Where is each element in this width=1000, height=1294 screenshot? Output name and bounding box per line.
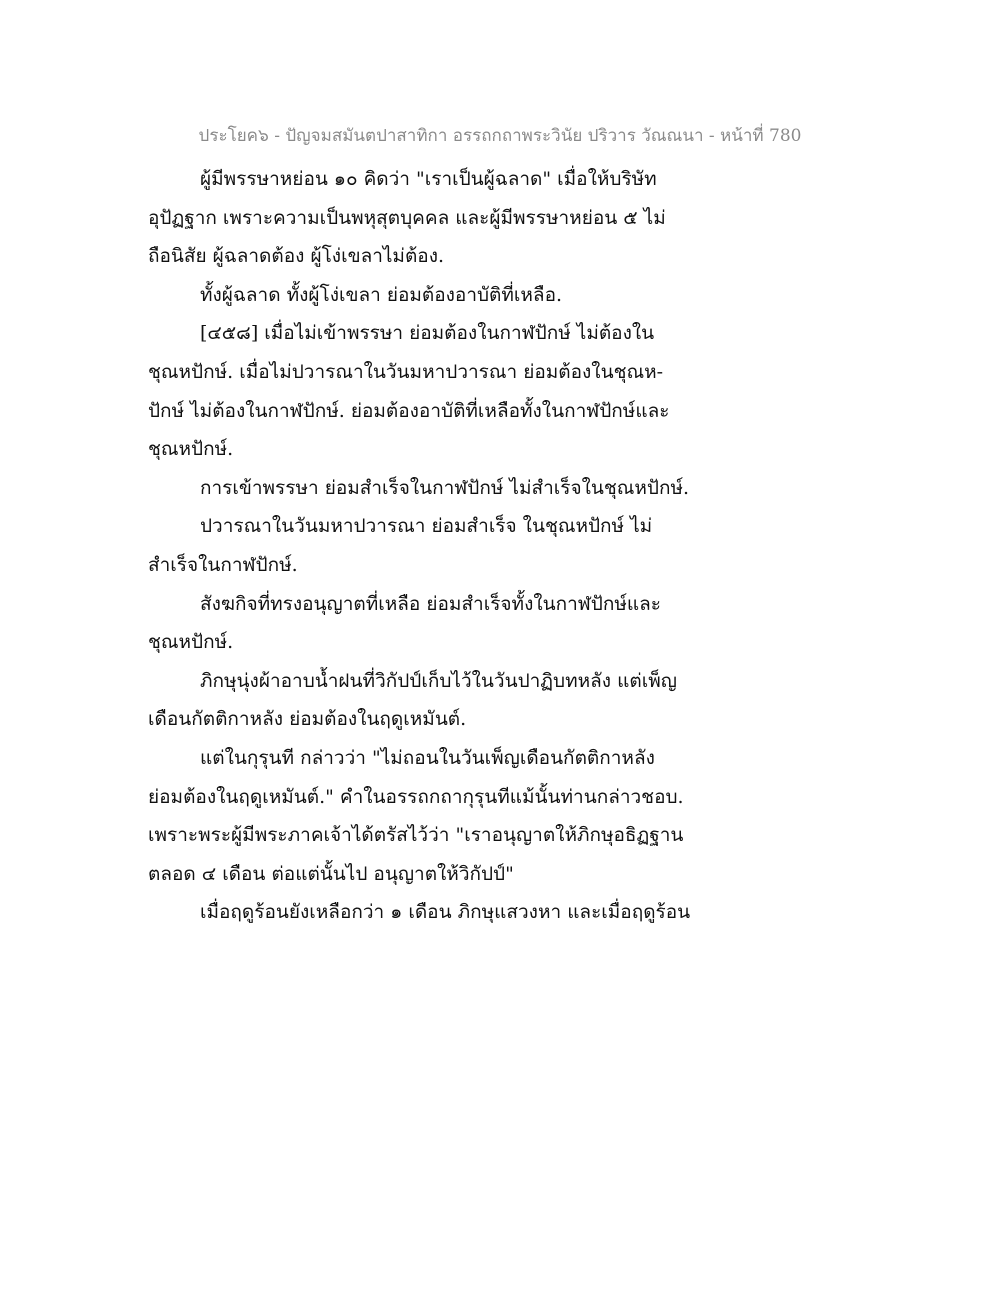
text-line: สังฆกิจที่ทรงอนุญาตที่เหลือ ย่อมสำเร็จทั้งในกาฬปักษ์และ [200, 592, 661, 615]
text-line: อุปัฏฐาก เพราะความเป็นพหุสุตบุคคล และผู้มีพรรษาหย่อน ๕ ไม่ [148, 206, 666, 229]
text-line: ปักษ์ ไม่ต้องในกาฬปักษ์. ย่อมต้องอาบัติที่เหลือทั้งในกาฬปักษ์และ [148, 399, 670, 422]
text-line: ตลอด ๔ เดือน ต่อแต่นั้นไป อนุญาตให้วิกัปป์" [148, 862, 514, 885]
text-line: ผู้มีพรรษาหย่อน ๑๐ คิดว่า "เราเป็นผู้ฉลาด" เมื่อให้บริษัท [200, 168, 657, 190]
text-line: ทั้งผู้ฉลาด ทั้งผู้โง่เขลา ย่อมต้องอาบัติที่เหลือ. [200, 283, 563, 306]
text-line: ปวารณาในวันมหาปวารณา ย่อมสำเร็จ ในชุณหปักษ์ ไม่ [200, 515, 653, 538]
text-line: เดือนกัตติกาหลัง ย่อมต้องในฤดูเหมันต์. [148, 708, 467, 731]
text-line: แต่ในกุรุนที กล่าวว่า "ไม่ถอนในวันเพ็ญเดือนกัตติกาหลัง [200, 746, 655, 769]
text-line: เพราะพระผู้มีพระภาคเจ้าได้ตรัสไว้ว่า "เราอนุญาตให้ภิกษุอธิฏฐาน [148, 824, 684, 847]
text-line: สำเร็จในกาฬปักษ์. [148, 553, 298, 576]
text-line: ชุณหปักษ์. [148, 438, 234, 461]
text-line: ภิกษุนุ่งผ้าอาบน้ำฝนที่วิกัปป์เก็บไว้ในวันปาฏิบทหลัง แต่เพ็ญ [200, 669, 677, 692]
text-line: ย่อมต้องในฤดูเหมันต์." คำในอรรถกถากุรุนทีแม้นั้นท่านกล่าวชอบ. [148, 785, 684, 808]
text-line: ชุณหปักษ์. เมื่อไม่ปวารณาในวันมหาปวารณา ย่อมต้องในชุณห- [148, 360, 664, 383]
text-line: ถือนิสัย ผู้ฉลาดต้อง ผู้โง่เขลาไม่ต้อง. [148, 245, 445, 268]
text-line: [๔๕๘] เมื่อไม่เข้าพรรษา ย่อมต้องในกาฬปักษ์ ไม่ต้องใน [200, 322, 655, 345]
text-line: ชุณหปักษ์. [148, 631, 234, 654]
text-line: การเข้าพรรษา ย่อมสำเร็จในกาฬปักษ์ ไม่สำเร็จในชุณหปักษ์. [200, 476, 690, 499]
body-text [148, 160, 708, 932]
running-header: ประโยค๖ - ปัญจมสมันตปาสาทิกา อรรถกถาพระวินัย ปริวาร วัณณนา - หน้าที่ 780 [198, 126, 802, 146]
text-line: เมื่อฤดูร้อนยังเหลือกว่า ๑ เดือน ภิกษุแสวงหา และเมื่อฤดูร้อน [200, 901, 691, 924]
